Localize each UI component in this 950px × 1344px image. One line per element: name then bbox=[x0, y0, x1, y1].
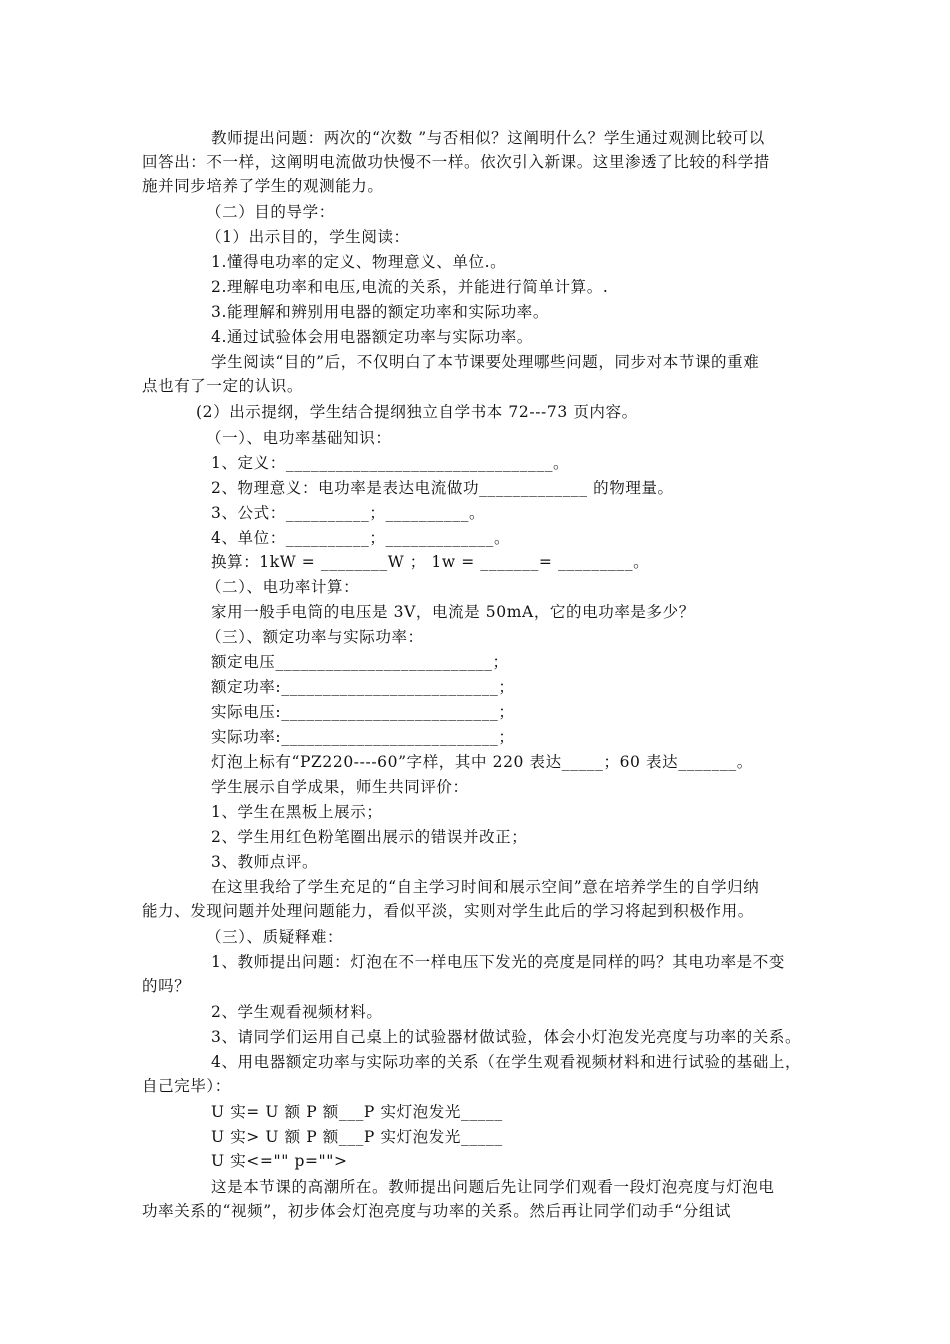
paragraph-line: 回答出：不一样，这阐明电流做功快慢不一样。依次引入新课。这里渗透了比较的科学措 bbox=[142, 153, 770, 171]
list-item: 2、学生观看视频材料。 bbox=[211, 1003, 383, 1021]
paragraph-line: 家用一般手电筒的电压是 3V，电流是 50mA，它的电功率是多少？ bbox=[211, 603, 695, 621]
section-heading: （三）、额定功率与实际功率： bbox=[206, 628, 424, 646]
paragraph-line: 教师提出问题：两次的“次数 ”与否相似？这阐明什么？学生通过观测比较可以 bbox=[211, 129, 765, 147]
fill-in-line: 灯泡上标有“PZ220----60”字样，其中 220 表达_____；60 表达_______。 bbox=[211, 753, 753, 771]
list-item: 4、用电器额定功率与实际功率的关系（在学生观看视频材料和进行试验的基础上， bbox=[211, 1053, 802, 1071]
fill-in-line: 实际功率:__________________________； bbox=[211, 728, 515, 746]
paragraph-line: 功率关系的“视频”，初步体会灯泡亮度与功率的关系。然后再让同学们动手“分组试 bbox=[142, 1202, 732, 1220]
paragraph-line: 学生展示自学成果，师生共同评价： bbox=[211, 778, 469, 796]
fill-in-line: 额定功率:__________________________； bbox=[211, 678, 515, 696]
formula-line: U 实> U 额 P 额___P 实灯泡发光_____ bbox=[211, 1128, 503, 1146]
list-item: 3、请同学们运用自己桌上的试验器材做试验，体会小灯泡发光亮度与功率的关系。 bbox=[211, 1028, 802, 1046]
paragraph-line: 施并同步培养了学生的观测能力。 bbox=[142, 177, 384, 195]
formula-line: U 实= U 额 P 额___P 实灯泡发光_____ bbox=[211, 1103, 503, 1121]
paragraph-line: 学生阅读“目的”后，不仅明白了本节课要处理哪些问题，同步对本节课的重难 bbox=[211, 353, 760, 371]
fill-in-line: 3、公式：__________；__________。 bbox=[211, 504, 486, 522]
fill-in-line: 1、定义：________________________________。 bbox=[211, 454, 570, 472]
list-item: 3、教师点评。 bbox=[211, 853, 319, 871]
fill-in-line: 换算：1kW = ________W ； 1w = _______= _________。 bbox=[211, 553, 650, 571]
fill-in-line: 实际电压:__________________________； bbox=[211, 703, 515, 721]
paragraph-line: 能力、发现问题并处理问题能力，看似平淡，实则对学生此后的学习将起到积极作用。 bbox=[142, 902, 754, 920]
list-item: 4.通过试验体会用电器额定功率与实际功率。 bbox=[211, 328, 533, 346]
paragraph-line: 这是本节课的高潮所在。教师提出问题后先让同学们观看一段灯泡亮度与灯泡电 bbox=[211, 1178, 775, 1196]
paragraph-line: 的吗？ bbox=[142, 977, 191, 995]
section-heading: （二）目的导学： bbox=[206, 203, 335, 221]
paragraph-line: 在这里我给了学生充足的“自主学习时间和展示空间”意在培养学生的自学归纳 bbox=[211, 878, 760, 896]
fill-in-line: 额定电压__________________________； bbox=[211, 653, 509, 671]
fill-in-line: 4、单位：__________；_____________。 bbox=[211, 529, 511, 547]
paragraph-line: 自己完毕）： bbox=[142, 1077, 231, 1095]
list-item: 2、学生用红色粉笔圈出展示的错误并改正； bbox=[211, 828, 528, 846]
fill-in-line: 2、物理意义：电功率是表达电流做功_____________ 的物理量。 bbox=[211, 479, 674, 497]
paragraph-line: 点也有了一定的认识。 bbox=[142, 377, 304, 395]
formula-line: U 实<="" p=""> bbox=[211, 1152, 348, 1170]
section-heading: （三）、质疑释难： bbox=[206, 928, 344, 946]
list-item: 1.懂得电功率的定义、物理意义、单位.。 bbox=[211, 253, 507, 271]
subsection-heading: (2）出示提纲，学生结合提纲独立自学书本 72---73 页内容。 bbox=[196, 403, 638, 421]
section-heading: （二）、电功率计算： bbox=[206, 578, 360, 596]
list-item: 3.能理解和辨别用电器的额定功率和实际功率。 bbox=[211, 303, 549, 321]
list-item: 2.理解电功率和电压,电流的关系，并能进行简单计算。. bbox=[211, 278, 609, 296]
list-item: 1、学生在黑板上展示； bbox=[211, 803, 383, 821]
paragraph-line: 1、教师提出问题：灯泡在不一样电压下发光的亮度是同样的吗？其电功率是不变 bbox=[211, 953, 785, 971]
section-heading: （一）、电功率基础知识： bbox=[206, 429, 392, 447]
subsection-heading: （1）出示目的，学生阅读： bbox=[206, 228, 410, 246]
